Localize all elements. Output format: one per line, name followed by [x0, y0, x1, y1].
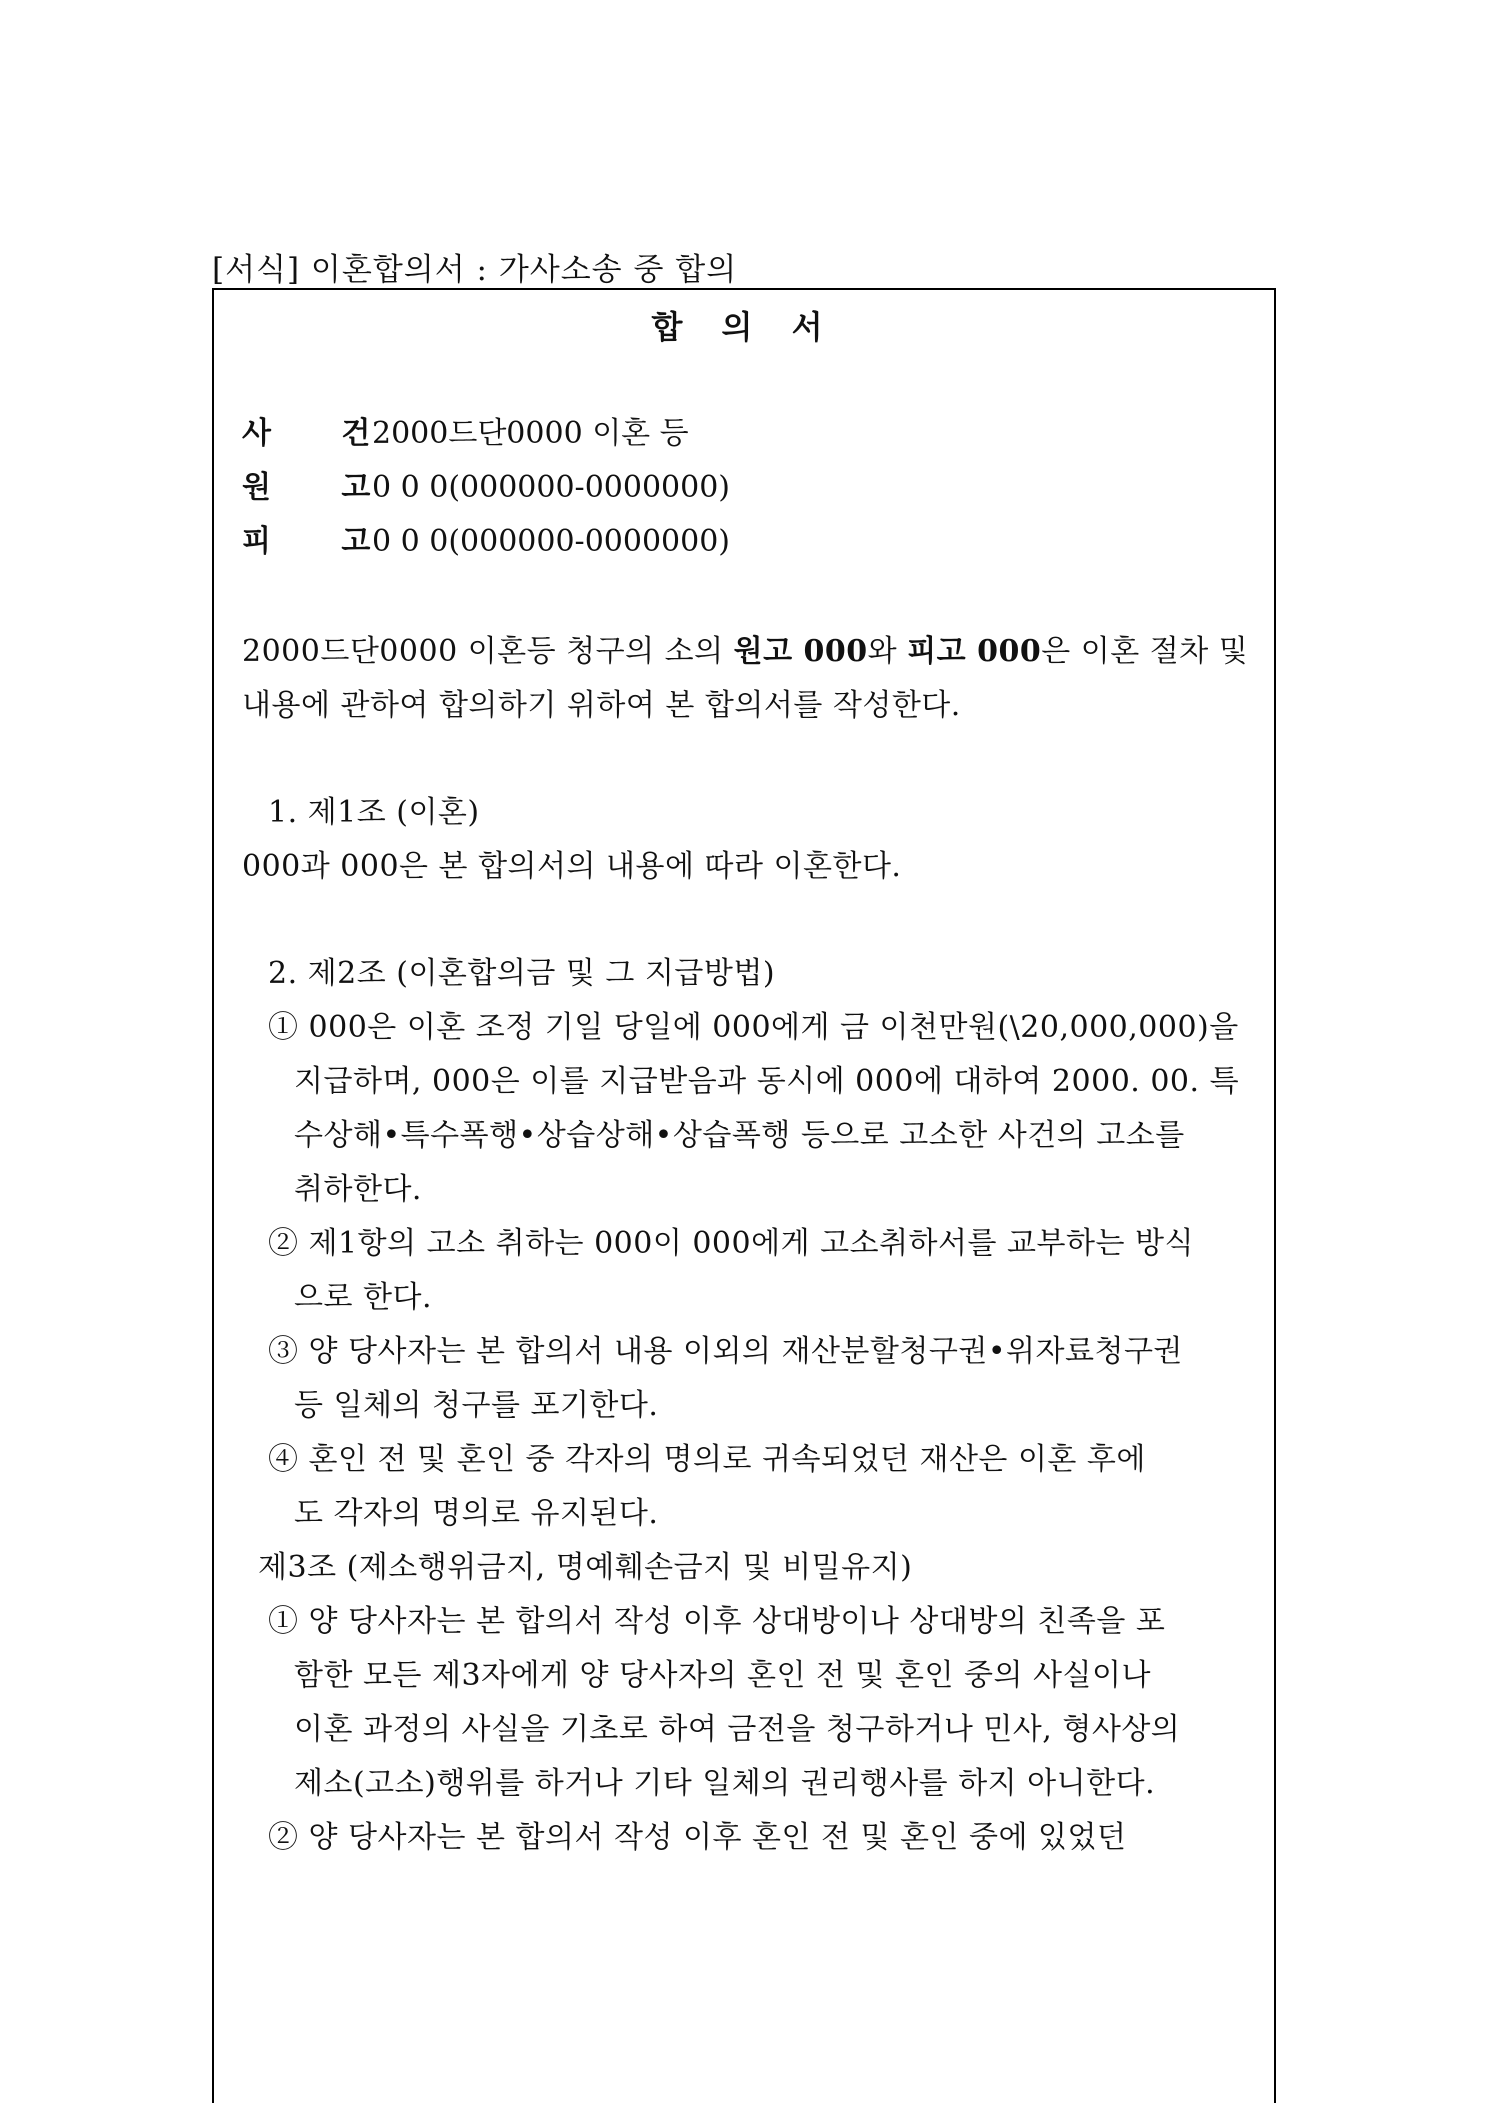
- article-3-clause-1-cont: 제소(고소)행위를 하거나 기타 일체의 권리행사를 하지 아니한다.: [294, 1766, 1156, 1801]
- article-3-clause-1-cont: 이혼 과정의 사실을 기초로 하여 금전을 청구하거나 민사, 형사상의: [294, 1712, 1181, 1747]
- agreement-frame: [212, 288, 1276, 2103]
- article-2-clause-1-cont: 수상해•특수폭행•상습상해•상습폭행 등으로 고소한 사건의 고소를: [294, 1118, 1185, 1153]
- article-2-clause-2-cont: 으로 한다.: [294, 1280, 432, 1315]
- article-1-heading: 1. 제1조 (이혼): [268, 795, 480, 830]
- intro-text: 은 이혼 절차 및: [1041, 634, 1249, 669]
- defendant-row: [242, 516, 730, 560]
- intro-defendant: 피고 000: [907, 634, 1042, 669]
- article-3-clause-2: ② 양 당사자는 본 합의서 작성 이후 혼인 전 및 혼인 중에 있었던: [268, 1820, 1127, 1855]
- intro-plaintiff: 원고 000: [733, 634, 868, 669]
- article-2-clause-1-cont: 지급하며, 000은 이를 지급받음과 동시에 000에 대하여 2000. 00. 특: [294, 1064, 1240, 1099]
- case-label: 사 건: [242, 416, 401, 451]
- article-2-clause-4: ④ 혼인 전 및 혼인 중 각자의 명의로 귀속되었던 재산은 이혼 후에: [268, 1442, 1146, 1477]
- article-3-clause-1: ① 양 당사자는 본 합의서 작성 이후 상대방이나 상대방의 친족을 포: [268, 1604, 1166, 1639]
- article-2-heading: 2. 제2조 (이혼합의금 및 그 지급방법): [268, 956, 776, 991]
- case-value: 2000드단0000 이혼 등: [372, 416, 689, 451]
- defendant-label: 피 고: [242, 524, 401, 559]
- intro-line-2: 내용에 관하여 합의하기 위하여 본 합의서를 작성한다.: [242, 688, 961, 723]
- article-2-clause-3: ③ 양 당사자는 본 합의서 내용 이외의 재산분할청구권•위자료청구권: [268, 1334, 1183, 1369]
- article-2-clause-1: ① 000은 이혼 조정 기일 당일에 000에게 금 이천만원(\20,000,000)을: [268, 1010, 1239, 1045]
- article-1-body: 000과 000은 본 합의서의 내용에 따라 이혼한다.: [242, 849, 902, 884]
- plaintiff-label: 원 고: [242, 470, 401, 505]
- defendant-value: 0 0 0(000000-0000000): [372, 524, 731, 559]
- document-title: 합 의 서: [651, 308, 837, 346]
- case-row: [242, 408, 689, 452]
- intro-text: 2000드단0000 이혼등 청구의 소의: [242, 634, 734, 669]
- article-3-heading: 제3조 (제소행위금지, 명예훼손금지 및 비밀유지): [258, 1550, 913, 1585]
- article-2-clause-4-cont: 도 각자의 명의로 유지된다.: [294, 1496, 659, 1531]
- article-3-clause-1-cont: 함한 모든 제3자에게 양 당사자의 혼인 전 및 혼인 중의 사실이나: [294, 1658, 1151, 1693]
- article-2-clause-1-cont: 취하한다.: [294, 1172, 422, 1207]
- article-2-clause-3-cont: 등 일체의 청구를 포기한다.: [294, 1388, 659, 1423]
- intro-text: 와: [867, 634, 908, 669]
- article-2-clause-2: ② 제1항의 고소 취하는 000이 000에게 고소취하서를 교부하는 방식: [268, 1226, 1194, 1261]
- plaintiff-row: [242, 462, 730, 506]
- form-caption: [서식] 이혼합의서 : 가사소송 중 합의: [212, 252, 738, 288]
- plaintiff-value: 0 0 0(000000-0000000): [372, 470, 731, 505]
- intro-line-1: [242, 626, 1249, 670]
